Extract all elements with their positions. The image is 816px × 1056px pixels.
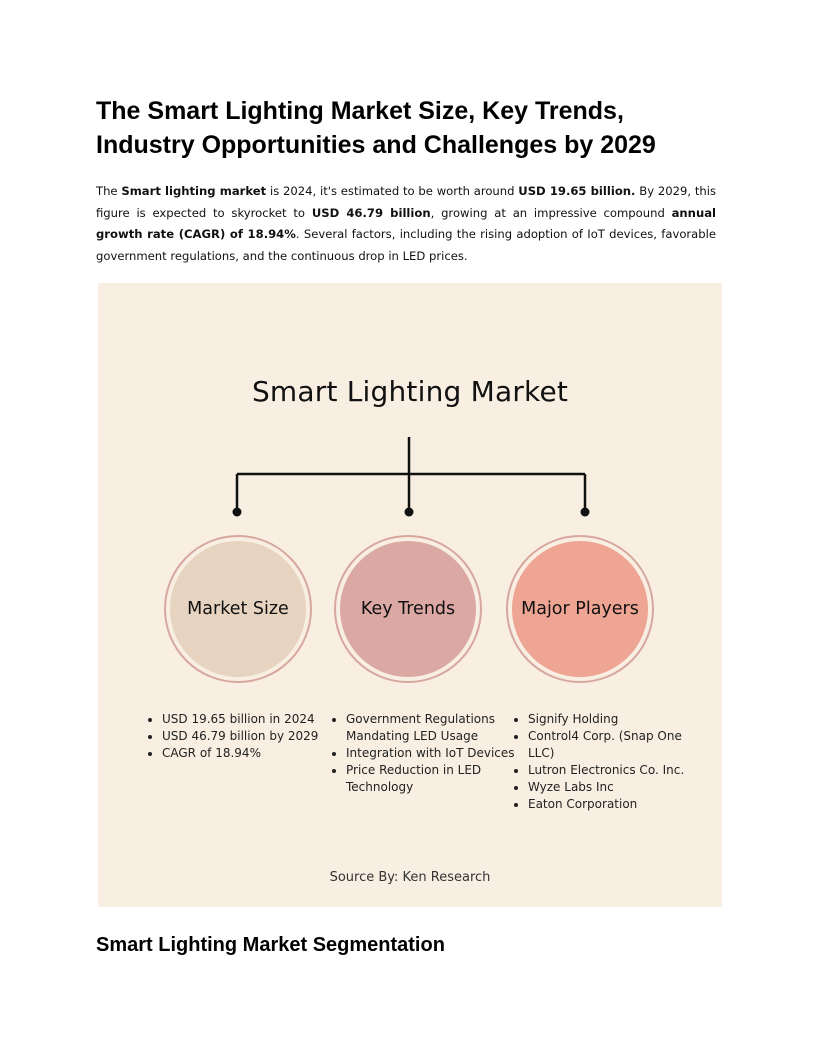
key-trends-circle-fill: [340, 541, 476, 677]
major-players-circle: [506, 535, 654, 683]
intro-paragraph: [96, 181, 716, 267]
infographic-title: Smart Lighting Market: [251, 375, 569, 408]
tree-node-center: [405, 508, 414, 517]
intro-text-5: . Several factors, including the rising adoption of IoT devices, favorable government regulations, and the continuous drop in LED prices.: [96, 227, 716, 263]
list-item: • Government Regulations Mandating LED Usage: [346, 711, 526, 745]
key-trends-label: Key Trends: [360, 599, 456, 619]
list-item: • Integration with IoT Devices: [346, 745, 526, 762]
list-item: • Wyze Labs Inc: [528, 779, 704, 796]
major-players-circle-fill: [512, 541, 648, 677]
market-size-list: [144, 711, 342, 762]
list-item: • Lutron Electronics Co. Inc.: [528, 762, 704, 779]
market-size-circle-fill: [170, 541, 306, 677]
source-credit: Source By: Ken Research: [329, 870, 491, 885]
intro-text-2: is 2024, it's estimated to be worth around: [266, 184, 519, 198]
intro-bold-value-2024: USD 19.65 billion.: [518, 184, 636, 198]
intro-text-3: By 2029, this figure is expected to skyrocket to: [96, 184, 716, 220]
list-item: • USD 19.65 billion in 2024: [162, 711, 342, 728]
list-item: • Control4 Corp. (Snap One LLC): [528, 728, 704, 762]
section-heading: Smart Lighting Market Segmentation: [96, 934, 445, 956]
intro-bold-cagr: annual growth rate (CAGR) of 18.94%: [96, 205, 716, 241]
list-item: • CAGR of 18.94%: [162, 745, 342, 762]
list-item: • Eaton Corporation: [528, 796, 704, 813]
intro-text-4: , growing at an impressive compound: [430, 205, 672, 220]
infographic-panel: [98, 283, 722, 907]
list-item: • USD 46.79 billion by 2029: [162, 728, 342, 745]
title-line-2: Industry Opportunities and Challenges by 2029: [96, 131, 656, 159]
list-item: • Price Reduction in LED Technology: [346, 762, 526, 796]
tree-node-right: [581, 508, 590, 517]
intro-text-1: The: [96, 184, 122, 198]
market-size-label: Market Size: [187, 599, 289, 619]
major-players-list: [510, 711, 704, 813]
market-size-circle: [164, 535, 312, 683]
major-players-label: Major Players: [521, 599, 639, 619]
key-trends-circle: [334, 535, 482, 683]
title-line-1: The Smart Lighting Market Size, Key Trends,: [96, 97, 624, 125]
list-item: • Signify Holding: [528, 711, 704, 728]
intro-bold-value-2029: USD 46.79 billion: [311, 205, 431, 220]
tree-node-left: [233, 508, 242, 517]
key-trends-list: [328, 711, 526, 796]
intro-bold-market: Smart lighting market: [121, 184, 267, 198]
article-title: [96, 94, 736, 162]
